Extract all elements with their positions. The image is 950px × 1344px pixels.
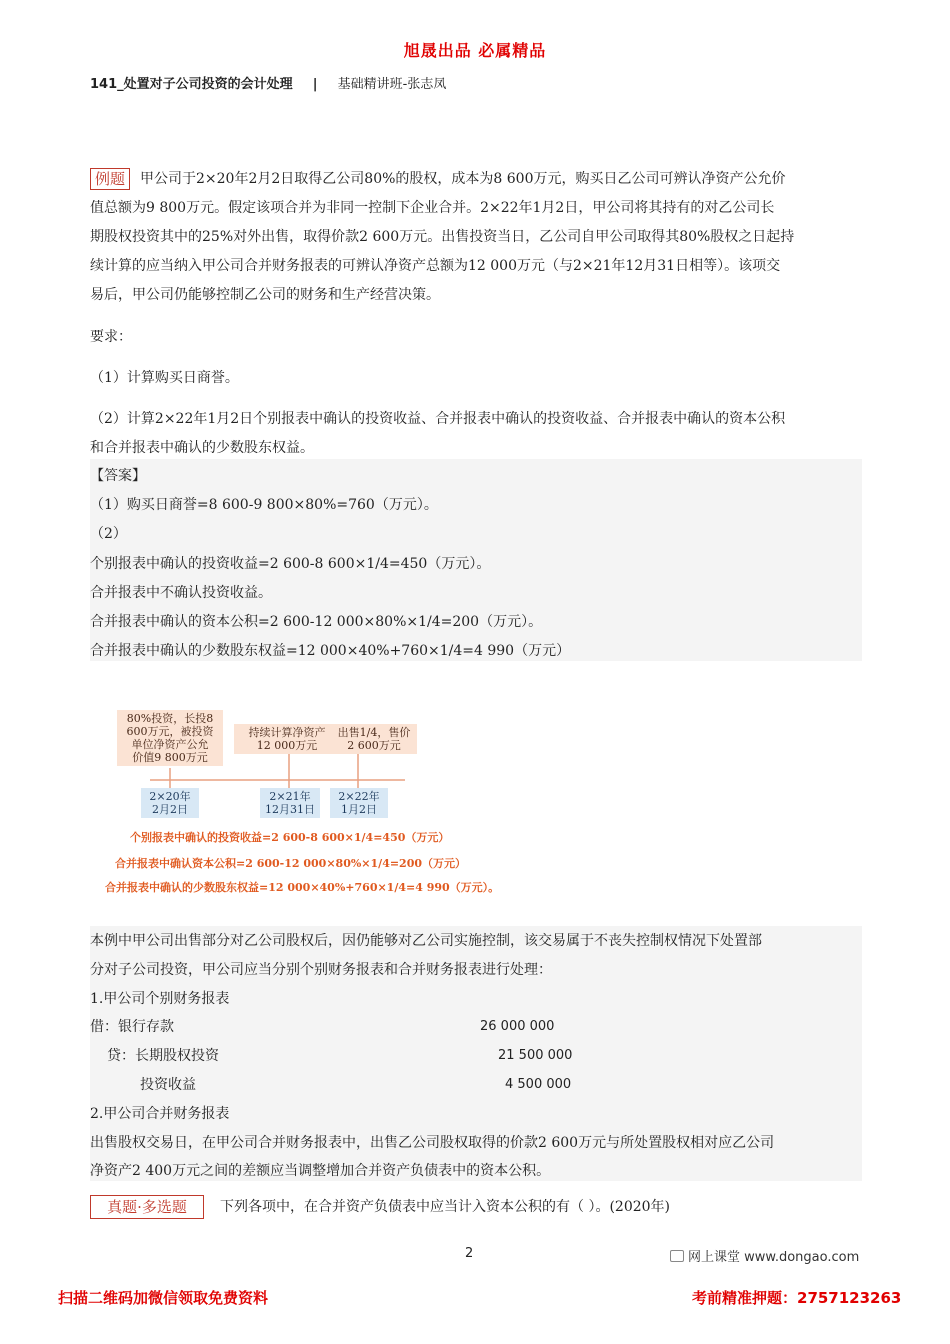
example-line-1: 甲公司于2×20年2月2日取得乙公司80%的股权，成本为8 600万元，购买日乙公司可辨认净资产公允价 — [140, 171, 786, 187]
requirement-2-line-2: 和合并报表中确认的少数股东权益。 — [90, 440, 314, 456]
answer-line: （2） — [90, 526, 127, 543]
answer-line: 合并报表中确认的少数股东权益=12 000×40%+760×1/4=4 990（万元） — [90, 643, 571, 660]
requirement-2-line-1: （2）计算2×22年1月2日个别报表中确认的投资收益、合并报表中确认的投资收益、合并报表中确认的资本公积 — [90, 411, 786, 427]
diagram-date-3: 2×22年 1月2日 — [330, 788, 388, 818]
diagram-box-net-assets: 持续计算净资产 12 000万元 — [234, 724, 340, 754]
top-banner: 旭晟出品 必属精品 — [403, 41, 547, 60]
debit-amount: 26 000 000 — [480, 1019, 555, 1035]
explanation-line-1: 本例中甲公司出售部分对乙公司股权后，因仍能够对乙公司实施控制，该交易属于不丧失控制权情况下处置部 — [90, 933, 762, 949]
example-line-5: 易后，甲公司仍能够控制乙公司的财务和生产经营决策。 — [90, 287, 440, 303]
brand — [670, 1246, 859, 1265]
example-line-3: 期股权投资其中的25%对外出售，取得价款2 600万元。出售投资当日，乙公司自甲公司取得其80%股权之日起持 — [90, 229, 795, 245]
answer-line: 个别报表中确认的投资收益=2 600-8 600×1/4=450（万元）。 — [90, 555, 491, 572]
credit-2-label: 投资收益 — [140, 1076, 196, 1093]
course-title: 141_处置对子公司投资的会计处理 — [90, 77, 293, 92]
explanation-line-3: 出售股权交易日，在甲公司合并财务报表中，出售乙公司股权取得的价款2 600万元与所处置股权相对应乙公司 — [90, 1134, 775, 1151]
journal-credit-1 — [90, 1042, 860, 1071]
debit-label: 借：银行存款 — [90, 1019, 174, 1036]
explanation-line-4: 净资产2 400万元之间的差额应当调整增加合并资产负债表中的资本公积。 — [90, 1163, 551, 1180]
requirement-1: （1）计算购买日商誉。 — [90, 370, 239, 386]
diagram-formula-2: 合并报表中确认资本公积=2 600-12 000×80%×1/4=200（万元） — [115, 857, 467, 870]
course-header — [90, 73, 446, 92]
credit-2-amount: 4 500 000 — [505, 1076, 572, 1092]
credit-1-amount: 21 500 000 — [498, 1048, 573, 1064]
requirements-heading: 要求： — [90, 329, 132, 345]
explanation-line-2: 分对子公司投资，甲公司应当分别个别财务报表和合并财务报表进行处理： — [90, 961, 552, 978]
credit-1-label: 贷：长期股权投资 — [107, 1048, 219, 1065]
answer-heading: 【答案】 — [90, 468, 146, 484]
example-line-4: 续计算的应当纳入甲公司合并财务报表的可辨认净资产总额为12 000万元（与2×21年12月31日相等）。该项交 — [90, 258, 781, 274]
example-block — [90, 165, 870, 310]
exam-question: 下列各项中，在合并资产负债表中应当计入资本公积的有（ ）。(2020年) — [220, 1199, 671, 1215]
footer-right-promo: 考前精准押题：2757123263 — [692, 1289, 902, 1307]
diagram-formula-3: 合并报表中确认的少数股东权益=12 000×40%+760×1/4=4 990（万元）。 — [105, 881, 500, 894]
monitor-icon — [670, 1250, 684, 1262]
answer-line: 合并报表中确认的资本公积=2 600-12 000×80%×1/4=200（万元）。 — [90, 614, 543, 631]
journal-debit — [90, 1013, 860, 1042]
page-number: 2 — [465, 1246, 474, 1261]
timeline-diagram — [100, 700, 520, 900]
diagram-box-purchase: 80%投资，长投8 600万元，被投资 单位净资产公允 价值9 800万元 — [117, 710, 223, 766]
explanation-lines — [90, 927, 860, 1186]
course-subtitle: 基础精讲班-张志凤 — [337, 77, 447, 92]
answer-line: （1）购买日商誉=8 600-9 800×80%=760（万元）。 — [90, 497, 438, 514]
example-line-2: 值总额为9 800万元。假定该项合并为非同一控制下企业合并。2×22年1月2日，甲公司将其持有的对乙公司长 — [90, 200, 775, 216]
journal-credit-2 — [90, 1071, 860, 1100]
section-individual: 1.甲公司个别财务报表 — [90, 990, 230, 1007]
diagram-box-sale: 出售1/4，售价 2 600万元 — [331, 724, 417, 754]
diagram-date-2: 2×21年 12月31日 — [260, 788, 320, 818]
example-tag: 例题 — [90, 168, 130, 190]
brand-text: 网上课堂 www.dongao.com — [688, 1250, 860, 1265]
diagram-date-1: 2×20年 2月2日 — [141, 788, 199, 818]
diagram-formula-1: 个别报表中确认的投资收益=2 600-8 600×1/4=450（万元） — [130, 831, 450, 844]
exam-tag: 真题·多选题 — [90, 1195, 204, 1219]
section-consolidated: 2.甲公司合并财务报表 — [90, 1105, 230, 1122]
answer-lines — [90, 462, 860, 666]
answer-line: 合并报表中不确认投资收益。 — [90, 584, 272, 601]
footer-left-promo: 扫描二维码加微信领取免费资料 — [58, 1289, 269, 1307]
header-separator: | — [312, 77, 318, 92]
